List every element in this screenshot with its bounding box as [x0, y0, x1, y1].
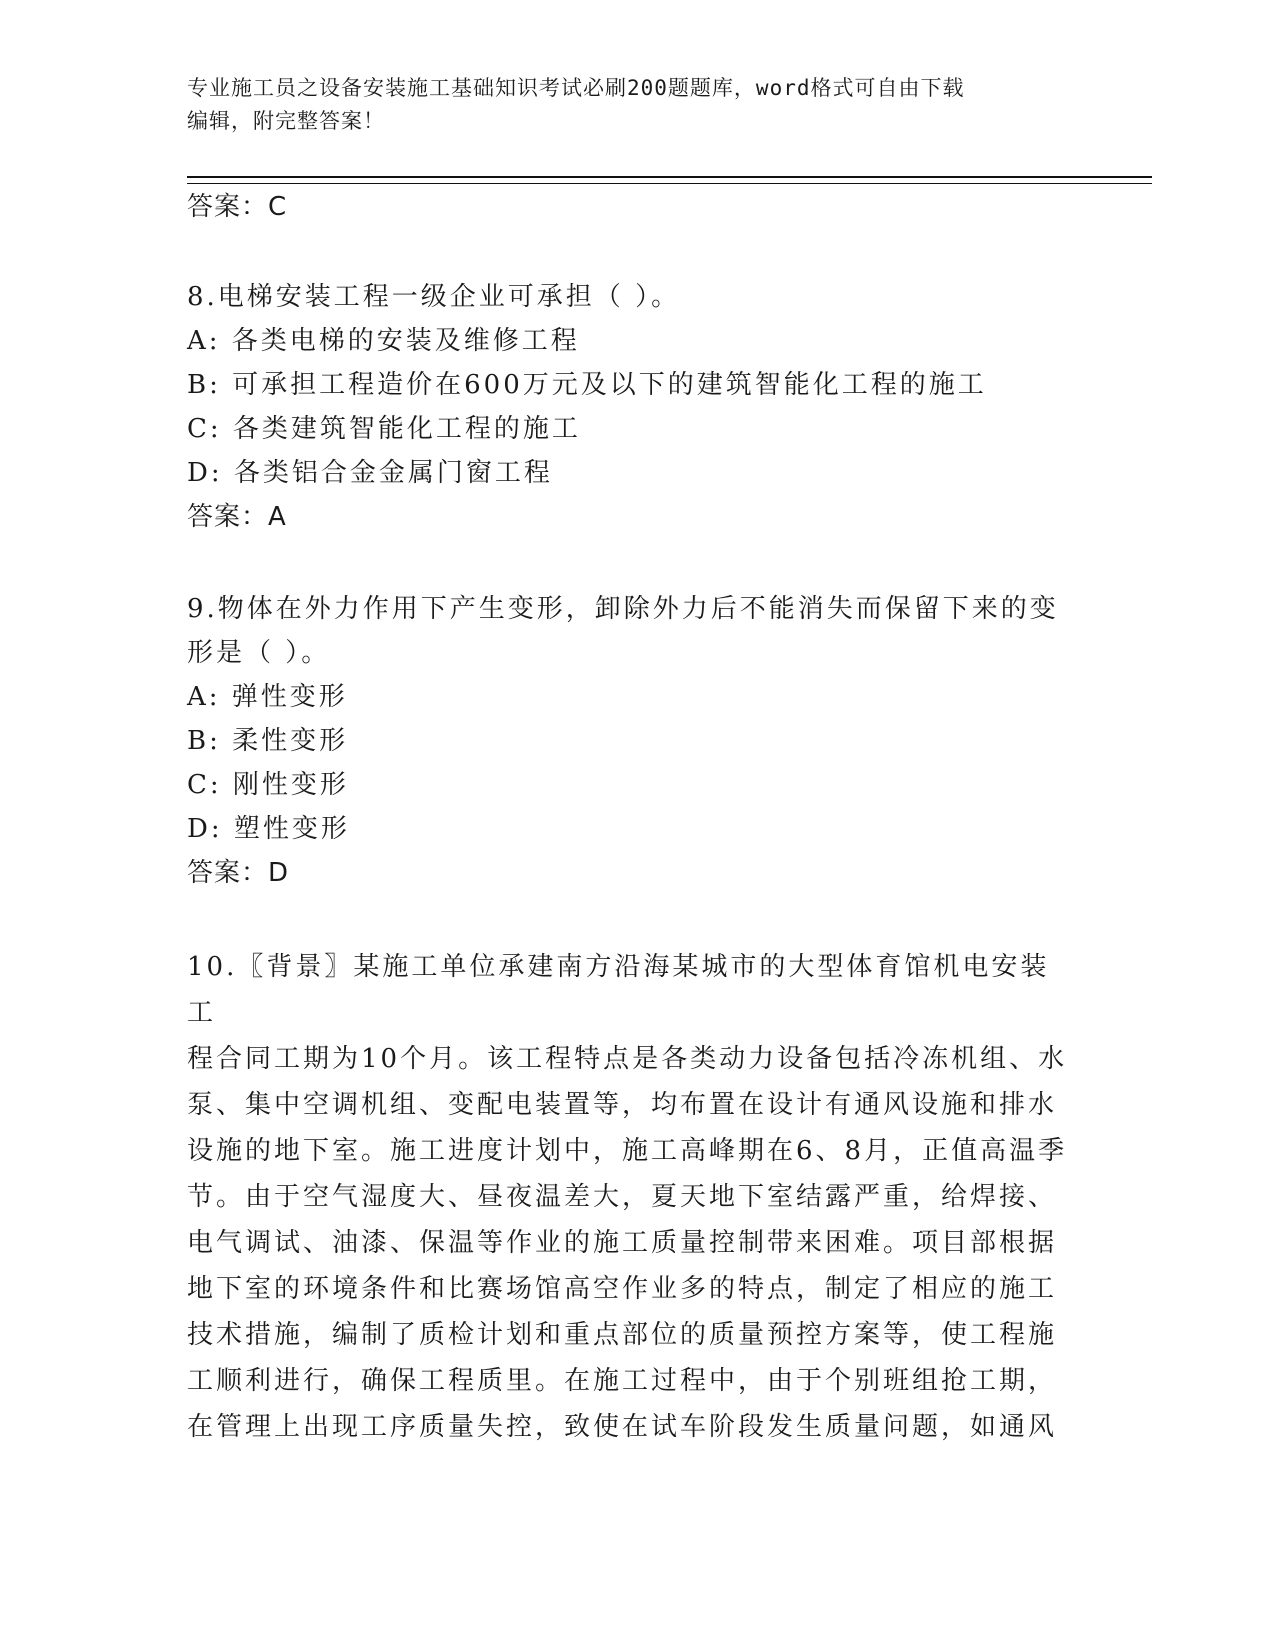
q10-line: 工顺利进行，确保工程质里。在施工过程中，由于个别班组抢工期， — [187, 1366, 1058, 1396]
q8-option-d: D: 各类铝合金金属门窗工程 — [187, 458, 553, 488]
q8-option-a: A: 各类电梯的安装及维修工程 — [187, 326, 580, 356]
header-rule-thin — [187, 183, 1152, 184]
q8-option-c: C: 各类建筑智能化工程的施工 — [187, 414, 581, 444]
q9-stem-line-1: 9.物体在外力作用下产生变形，卸除外力后不能消失而保留下来的变 — [187, 594, 1059, 624]
header-line-1: 专业施工员之设备安装施工基础知识考试必刷200题题库，word格式可自由下载 — [187, 76, 965, 100]
q10-paragraph — [187, 944, 1077, 1450]
q8-stem: 8.电梯安装工程一级企业可承担（ ）。 — [187, 282, 681, 312]
q9-answer: 答案：D — [187, 858, 290, 888]
q8-answer: 答案：A — [187, 502, 287, 532]
q9-option-c: C: 刚性变形 — [187, 770, 349, 800]
q9-option-a: A: 弹性变形 — [187, 682, 348, 712]
answer-prev: 答案：C — [187, 192, 288, 222]
q9-stem-line-2: 形是（ ）。 — [187, 638, 331, 668]
q8-option-b: B: 可承担工程造价在600万元及以下的建筑智能化工程的施工 — [187, 370, 987, 400]
q10-line: 程合同工期为10个月。该工程特点是各类动力设备包括冷冻机组、水 — [187, 1044, 1068, 1074]
q9-option-b: B: 柔性变形 — [187, 726, 349, 756]
q9-option-d: D: 塑性变形 — [187, 814, 350, 844]
q10-line: 10.〖背景〗某施工单位承建南方沿海某城市的大型体育馆机电安装工 — [187, 952, 1050, 1028]
q10-line: 地下室的环境条件和比赛场馆高空作业多的特点，制定了相应的施工 — [187, 1274, 1058, 1304]
q10-line: 技术措施，编制了质检计划和重点部位的质量预控方案等，使工程施 — [187, 1320, 1058, 1350]
header-rule-thick — [187, 176, 1152, 178]
document-header — [187, 72, 1067, 138]
q10-line: 在管理上出现工序质量失控，致使在试车阶段发生质量问题，如通风 — [187, 1412, 1058, 1442]
q10-line: 泵、集中空调机组、变配电装置等，均布置在设计有通风设施和排水 — [187, 1090, 1058, 1120]
q10-line: 设施的地下室。施工进度计划中，施工高峰期在6、8月，正值高温季 — [187, 1136, 1068, 1166]
q10-line: 电气调试、油漆、保温等作业的施工质量控制带来困难。项目部根据 — [187, 1228, 1058, 1258]
header-line-2: 编辑，附完整答案！ — [187, 109, 385, 133]
q10-line: 节。由于空气湿度大、昼夜温差大，夏天地下室结露严重，给焊接、 — [187, 1182, 1058, 1212]
